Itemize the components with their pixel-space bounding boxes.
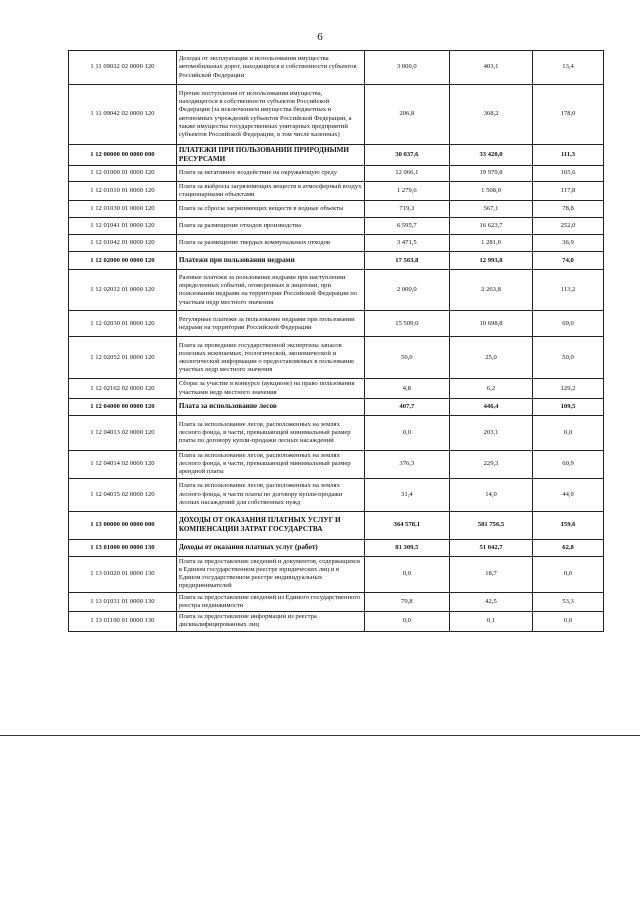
plan-amount-cell: 81 309,5 xyxy=(364,539,449,556)
budget-code-cell: 1 12 01000 01 0000 120 xyxy=(69,166,177,182)
revenue-table-body xyxy=(69,51,604,632)
table-row xyxy=(69,182,604,201)
table-row xyxy=(69,51,604,85)
percent-cell: 69,0 xyxy=(533,311,604,337)
description-cell: Плата за сбросы загрязняющих веществ в водные объекты xyxy=(176,201,364,218)
plan-amount-cell: 0,0 xyxy=(364,415,449,450)
percent-cell: 178,0 xyxy=(533,85,604,145)
percent-cell: 111,3 xyxy=(533,145,604,166)
table-row xyxy=(69,612,604,631)
description-cell: Платежи при пользовании недрами xyxy=(176,252,364,270)
plan-amount-cell: 15 509,0 xyxy=(364,311,449,337)
table-row xyxy=(69,166,604,182)
actual-amount-cell: 403,1 xyxy=(449,51,532,85)
table-row xyxy=(69,201,604,218)
table-row xyxy=(69,478,604,511)
budget-code-cell: 1 12 02000 00 0000 120 xyxy=(69,252,177,270)
description-cell: Плата за размещение твердых коммунальных отходов xyxy=(176,235,364,252)
percent-cell: 0,0 xyxy=(533,556,604,592)
table-row xyxy=(69,311,604,337)
plan-amount-cell: 0,0 xyxy=(364,612,449,631)
plan-amount-cell: 376,3 xyxy=(364,450,449,478)
table-row xyxy=(69,556,604,592)
actual-amount-cell: 368,2 xyxy=(449,85,532,145)
budget-code-cell: 1 12 01042 01 0000 120 xyxy=(69,235,177,252)
plan-amount-cell: 719,3 xyxy=(364,201,449,218)
plan-amount-cell: 364 578,1 xyxy=(364,511,449,539)
table-row xyxy=(69,235,604,252)
percent-cell: 0,0 xyxy=(533,612,604,631)
percent-cell: 78,8 xyxy=(533,201,604,218)
description-cell: Плата за использование лесов, расположенных на землях лесного фонда, в части, превышающей минимальный размер платы по договору купли-продажи лесных насаждений xyxy=(176,415,364,450)
budget-code-cell: 1 12 01010 01 0000 120 xyxy=(69,182,177,201)
percent-cell: 109,5 xyxy=(533,398,604,415)
description-cell: Плата за использование лесов xyxy=(176,398,364,415)
budget-code-cell: 1 12 04015 02 0000 120 xyxy=(69,478,177,511)
description-cell: Плата за предоставление сведений и документов, содержащихся в Едином государственном реестре юридических лиц и в Едином государственном реестре индивидуальных предпринимателей xyxy=(176,556,364,592)
table-row xyxy=(69,539,604,556)
actual-amount-cell: 16 623,7 xyxy=(449,218,532,235)
description-cell: Сборы за участие в конкурсе (аукционе) на право пользования участками недр местного значения xyxy=(176,379,364,398)
table-row xyxy=(69,511,604,539)
actual-amount-cell: 12 993,8 xyxy=(449,252,532,270)
actual-amount-cell: 10 698,8 xyxy=(449,311,532,337)
actual-amount-cell: 51 042,7 xyxy=(449,539,532,556)
description-cell: Доходы от эксплуатации и использования имущества автомобильных дорог, находящихся в собственности субъектов Российской Федерации xyxy=(176,51,364,85)
plan-amount-cell: 12 066,1 xyxy=(364,166,449,182)
actual-amount-cell: 14,0 xyxy=(449,478,532,511)
budget-code-cell: 1 13 00000 00 0000 000 xyxy=(69,511,177,539)
plan-amount-cell: 2 000,0 xyxy=(364,270,449,311)
actual-amount-cell: 203,1 xyxy=(449,415,532,450)
percent-cell: 117,8 xyxy=(533,182,604,201)
page-number: 6 xyxy=(317,31,323,43)
table-row xyxy=(69,398,604,415)
description-cell: Плата за предоставление сведений из Единого государственного реестра недвижимости xyxy=(176,592,364,611)
plan-amount-cell: 17 563,8 xyxy=(364,252,449,270)
percent-cell: 129,2 xyxy=(533,379,604,398)
actual-amount-cell: 18,7 xyxy=(449,556,532,592)
budget-code-cell: 1 13 01000 00 0000 130 xyxy=(69,539,177,556)
table-row xyxy=(69,85,604,145)
description-cell: Плата за предоставление информации из реестра дисквалифицированных лиц xyxy=(176,612,364,631)
actual-amount-cell: 567,1 xyxy=(449,201,532,218)
plan-amount-cell: 30 037,6 xyxy=(364,145,449,166)
plan-amount-cell: 206,8 xyxy=(364,85,449,145)
table-row xyxy=(69,379,604,398)
percent-cell: 50,0 xyxy=(533,337,604,379)
table-row xyxy=(69,270,604,311)
plan-amount-cell: 3 471,5 xyxy=(364,235,449,252)
percent-cell: 62,8 xyxy=(533,539,604,556)
actual-amount-cell: 2 263,8 xyxy=(449,270,532,311)
actual-amount-cell: 1 281,0 xyxy=(449,235,532,252)
revenue-table xyxy=(68,50,604,632)
actual-amount-cell: 19 979,8 xyxy=(449,166,532,182)
actual-amount-cell: 581 756,5 xyxy=(449,511,532,539)
table-row xyxy=(69,450,604,478)
description-cell: Плата за проведение государственной экспертизы запасов полезных ископаемых, геологической, экономической и экологической информации о предоставляемых в пользование участках недр местного значения xyxy=(176,337,364,379)
percent-cell: 44,9 xyxy=(533,478,604,511)
percent-cell: 252,0 xyxy=(533,218,604,235)
actual-amount-cell: 42,5 xyxy=(449,592,532,611)
plan-amount-cell: 0,0 xyxy=(364,556,449,592)
budget-code-cell: 1 12 01030 01 0000 120 xyxy=(69,201,177,218)
table-row xyxy=(69,337,604,379)
bottom-rule xyxy=(0,735,640,736)
percent-cell: 53,3 xyxy=(533,592,604,611)
plan-amount-cell: 31,4 xyxy=(364,478,449,511)
actual-amount-cell: 25,0 xyxy=(449,337,532,379)
description-cell: Разовые платежи за пользование недрами при наступлении определенных событий, оговоренных в лицензии, при пользовании недрами на территории Российской Федерации по участкам недр местного значения xyxy=(176,270,364,311)
percent-cell: 113,2 xyxy=(533,270,604,311)
description-cell: Плата за размещение отходов производства xyxy=(176,218,364,235)
budget-code-cell: 1 12 04000 00 0000 120 xyxy=(69,398,177,415)
budget-code-cell: 1 12 02102 02 0000 120 xyxy=(69,379,177,398)
description-cell: Плата за использование лесов, расположенных на землях лесного фонда, в части, превышающей минимальный размер арендной платы xyxy=(176,450,364,478)
table-row xyxy=(69,252,604,270)
actual-amount-cell: 1 508,0 xyxy=(449,182,532,201)
actual-amount-cell: 6,2 xyxy=(449,379,532,398)
budget-code-cell: 1 11 09042 02 0000 120 xyxy=(69,85,177,145)
description-cell: Плата за выбросы загрязняющих веществ в атмосферный воздух стационарными объектами xyxy=(176,182,364,201)
actual-amount-cell: 446,4 xyxy=(449,398,532,415)
budget-code-cell: 1 12 02030 01 0000 120 xyxy=(69,311,177,337)
actual-amount-cell: 0,1 xyxy=(449,612,532,631)
percent-cell: 60,9 xyxy=(533,450,604,478)
budget-code-cell: 1 11 09032 02 0000 120 xyxy=(69,51,177,85)
percent-cell: 13,4 xyxy=(533,51,604,85)
budget-code-cell: 1 12 02012 01 0000 120 xyxy=(69,270,177,311)
description-cell: Доходы от оказания платных услуг (работ) xyxy=(176,539,364,556)
percent-cell: 36,9 xyxy=(533,235,604,252)
percent-cell: 0,0 xyxy=(533,415,604,450)
description-cell: Плата за негативное воздействие на окружающую среду xyxy=(176,166,364,182)
description-cell: ДОХОДЫ ОТ ОКАЗАНИЯ ПЛАТНЫХ УСЛУГ И КОМПЕНСАЦИИ ЗАТРАТ ГОСУДАРСТВА xyxy=(176,511,364,539)
budget-code-cell: 1 12 04013 02 0000 120 xyxy=(69,415,177,450)
budget-code-cell: 1 12 04014 02 0000 120 xyxy=(69,450,177,478)
budget-code-cell: 1 13 01020 01 0000 130 xyxy=(69,556,177,592)
percent-cell: 74,0 xyxy=(533,252,604,270)
table-row xyxy=(69,145,604,166)
plan-amount-cell: 50,0 xyxy=(364,337,449,379)
table-row xyxy=(69,415,604,450)
budget-code-cell: 1 12 01041 01 0000 120 xyxy=(69,218,177,235)
plan-amount-cell: 4,8 xyxy=(364,379,449,398)
plan-amount-cell: 407,7 xyxy=(364,398,449,415)
description-cell: Прочие поступления от использования имущества, находящегося в собственности субъектов Российской Федерации (за исключением имущества бюджетных и автономных учреждений субъектов Российской Федерации, а также имущества государственных унитарных предприятий субъектов Российской Федерации, в том числе казенных) xyxy=(176,85,364,145)
table-row xyxy=(69,592,604,611)
budget-code-cell: 1 13 01031 01 0000 130 xyxy=(69,592,177,611)
budget-code-cell: 1 12 00000 00 0000 000 xyxy=(69,145,177,166)
table-row xyxy=(69,218,604,235)
plan-amount-cell: 6 595,7 xyxy=(364,218,449,235)
budget-code-cell: 1 13 01190 01 0000 130 xyxy=(69,612,177,631)
percent-cell: 159,6 xyxy=(533,511,604,539)
plan-amount-cell: 79,8 xyxy=(364,592,449,611)
actual-amount-cell: 229,3 xyxy=(449,450,532,478)
description-cell: Регулярные платежи за пользование недрами при пользовании недрами на территории Российской Федерации xyxy=(176,311,364,337)
description-cell: Плата за использование лесов, расположенных на землях лесного фонда, в части платы по договору купли-продажи лесных насаждений для собственных нужд xyxy=(176,478,364,511)
actual-amount-cell: 33 420,0 xyxy=(449,145,532,166)
plan-amount-cell: 3 000,0 xyxy=(364,51,449,85)
description-cell: ПЛАТЕЖИ ПРИ ПОЛЬЗОВАНИИ ПРИРОДНЫМИ РЕСУРСАМИ xyxy=(176,145,364,166)
budget-code-cell: 1 12 02052 01 0000 120 xyxy=(69,337,177,379)
plan-amount-cell: 1 279,6 xyxy=(364,182,449,201)
percent-cell: 165,6 xyxy=(533,166,604,182)
